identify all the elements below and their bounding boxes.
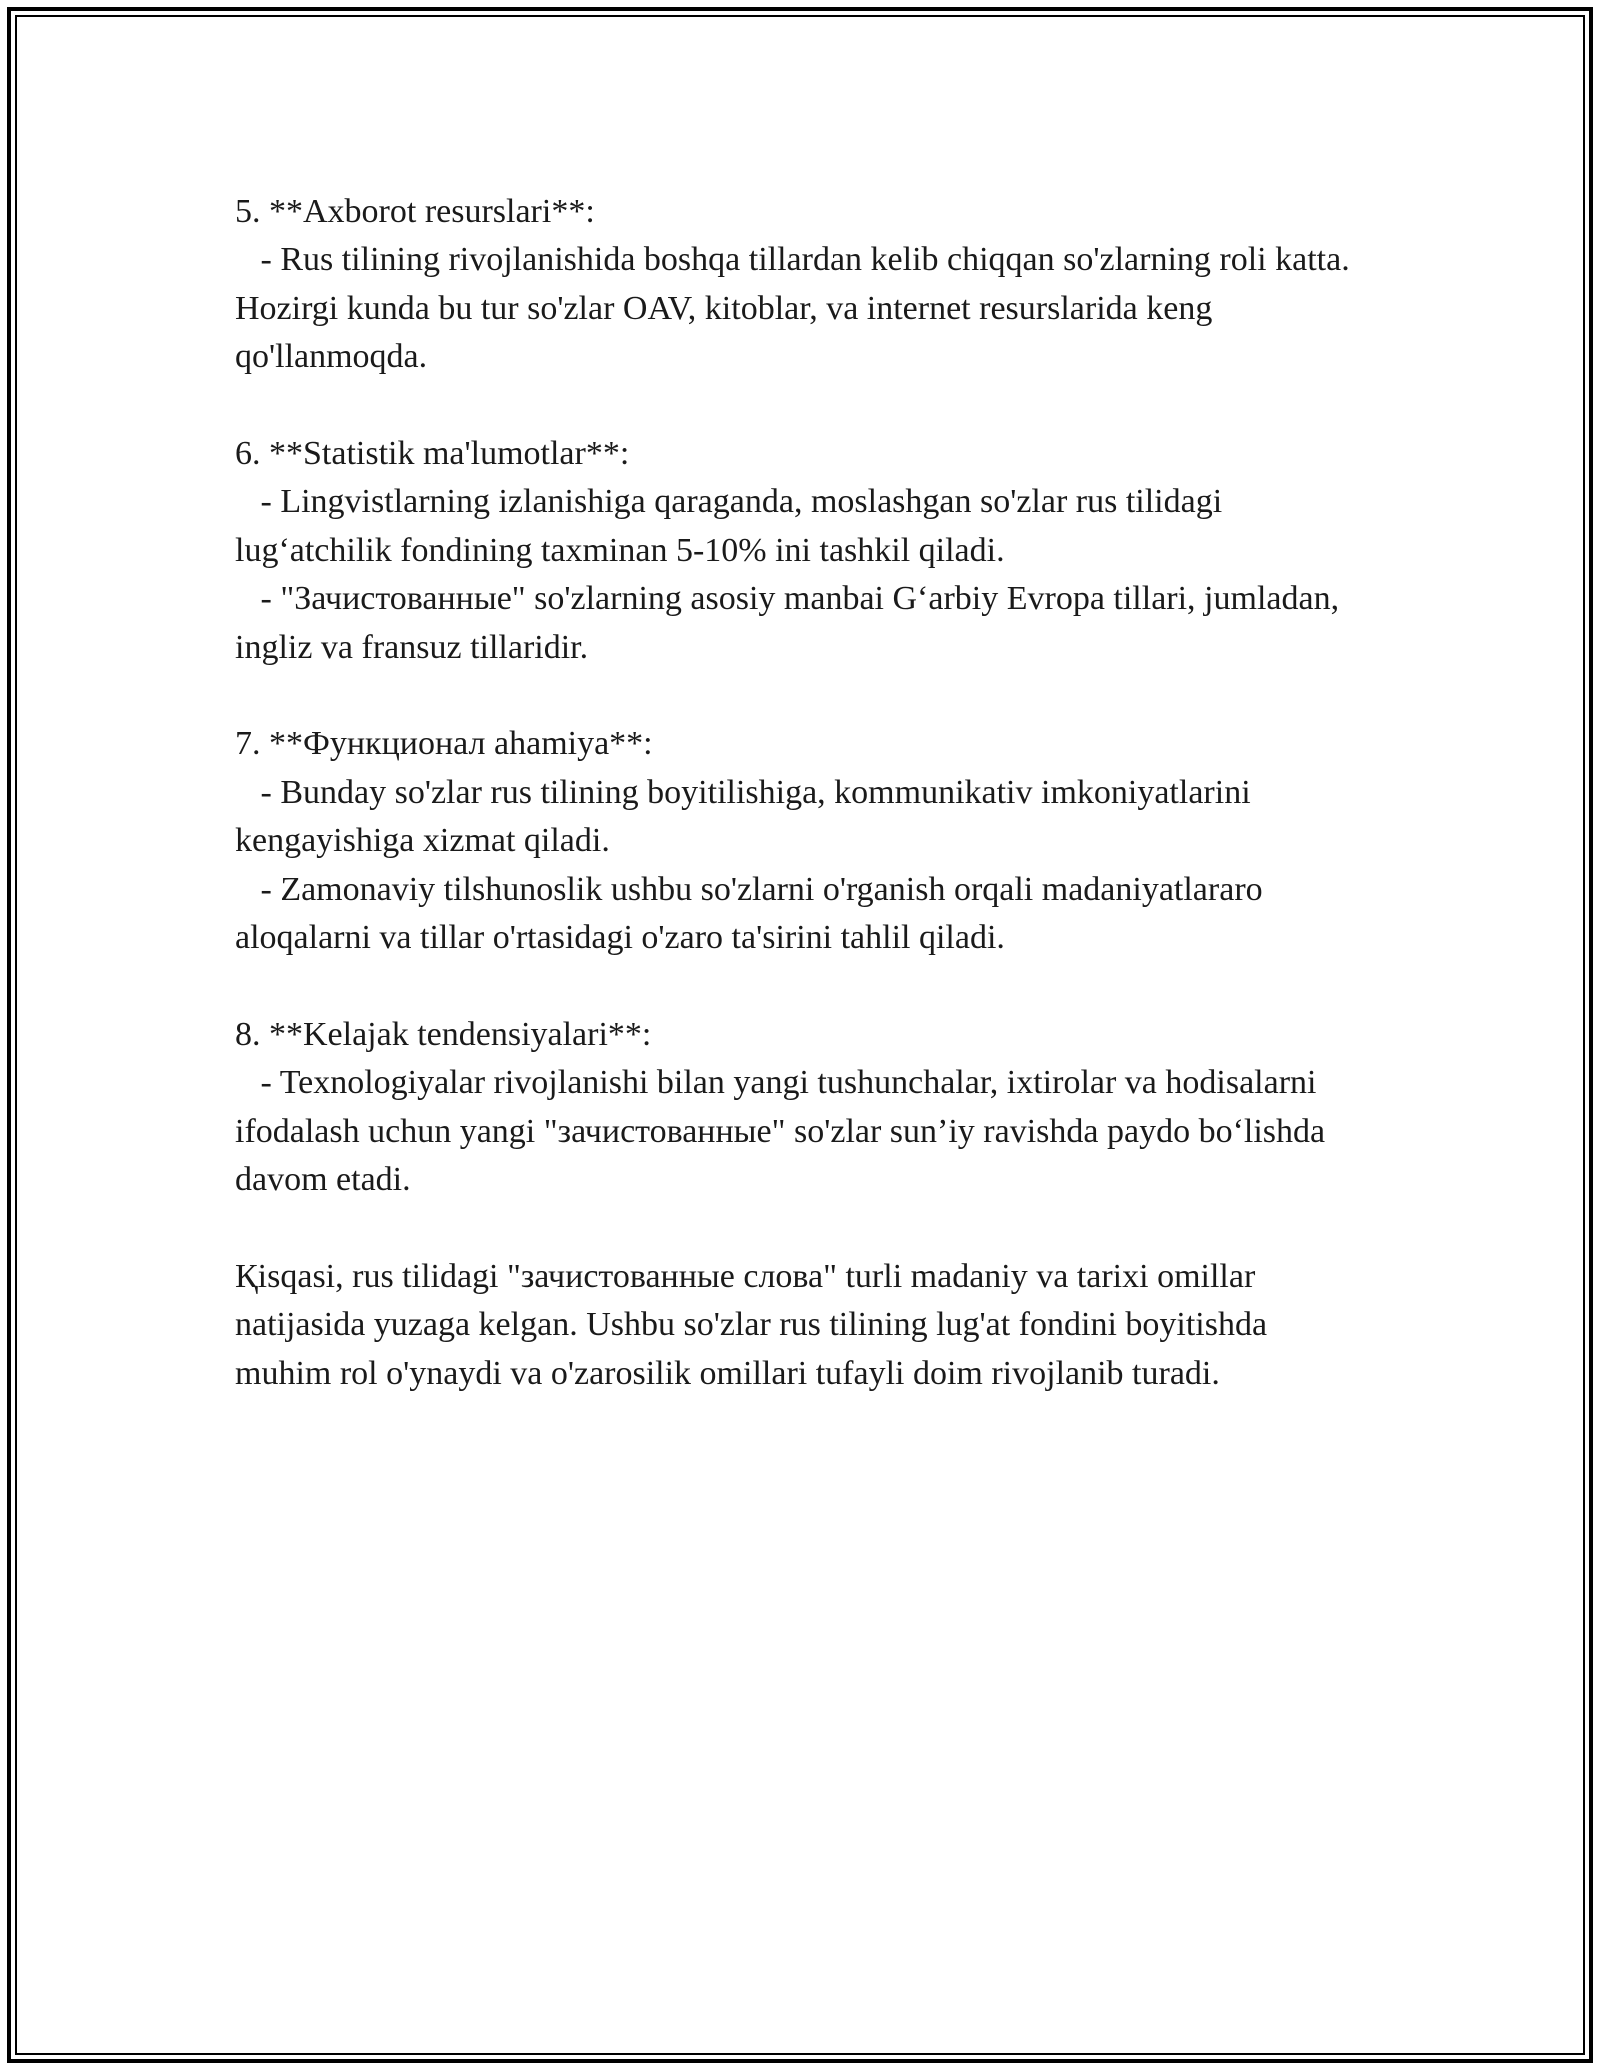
- section-item: - Lingvistlarning izlanishiga qaraganda, moslashgan so'zlar rus tilidagi lug‘atchilik fondining taxminan 5-10% ini tashkil qiladi.: [235, 483, 1231, 569]
- conclusion-paragraph: Қisqasi, rus tilidagi "зачистованные слова" turli madaniy va tarixi omillar natijasida yuzaga kelgan. Ushbu so'zlar rus tilining lug'at fondini boyitishda muhim rol o'ynaydi va o'zarosilik omillari tufayli doim rivojlanib turadi.: [235, 1257, 1268, 1392]
- section-heading: 6. **Statistik ma'lumotlar**:: [235, 435, 630, 473]
- section-item: - Zamonaviy tilshunoslik ushbu so'zlarni o'rganish orqali madaniyatlararo aloqalarni va tillar o'rtasidagi o'zaro ta'sirini tahlil qiladi.: [235, 870, 1272, 957]
- section-item: - Rus tilining rivojlanishida boshqa tillardan kelib chiqqan so'zlarning roli katta. Hozirgi kunda bu tur so'zlar OAV, kitoblar, va internet resurslarida keng qo'llanmoqda.: [235, 241, 1359, 376]
- section-funksional-ahamiya: [235, 720, 1370, 962]
- section-heading: 5. **Axborot resurslari**:: [235, 193, 595, 230]
- section-heading: 8. **Kelajak tendensiyalari**:: [235, 1015, 652, 1053]
- section-axborot-resurslari: [235, 188, 1370, 382]
- section-heading: 7. **Функционал ahamiya**:: [235, 725, 653, 763]
- section-statistik-malumotlar: [235, 430, 1370, 672]
- document-body: [235, 188, 1370, 1398]
- section-kelajak-tendensiyalari: [235, 1011, 1370, 1205]
- section-item: - Texnologiyalar rivojlanishi bilan yangi tushunchalar, ixtirolar va hodisalarni ifodalash uchun yangi "зачистованные" so'zlar sun’iy ravishda paydo bo‘lishda davom etadi.: [235, 1064, 1334, 1199]
- section-item: - "Зачистованные" so'zlarning asosiy manbai G‘arbiy Evropa tillari, jumladan, ingliz va fransuz tillaridir.: [235, 580, 1348, 666]
- section-item: - Bunday so'zlar rus tilining boyitilishiga, kommunikativ imkoniyatlarini kengayishiga xizmat qiladi.: [235, 773, 1260, 860]
